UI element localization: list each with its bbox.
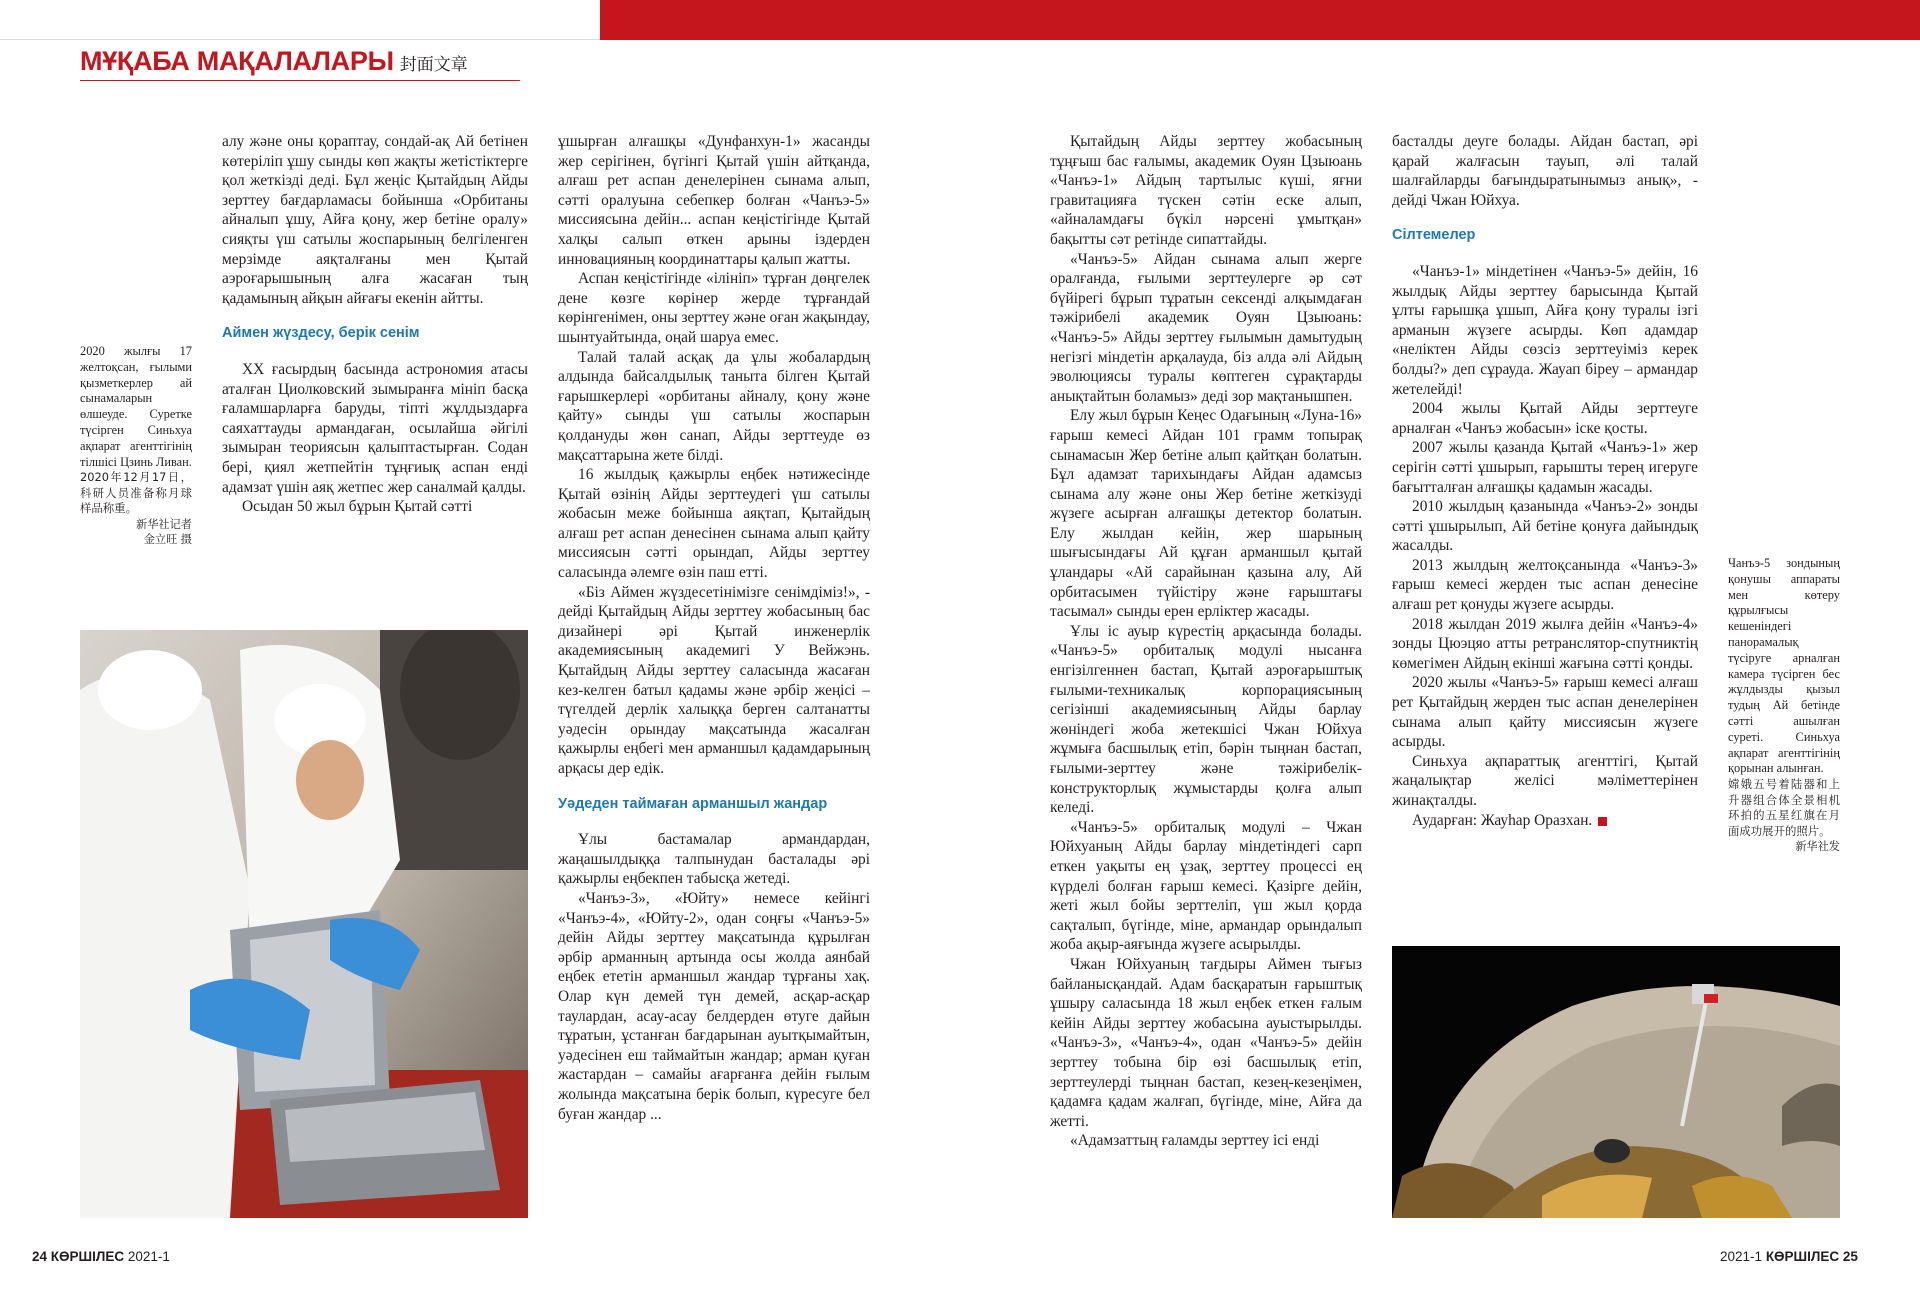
- paragraph: 2018 жылдан 2019 жылға дейін «Чанъэ-4» зонды Цюэцяо атты ретранслятор-спутниктің көмегімен Айдың екінші жағына сәтті қонды.: [1392, 615, 1698, 672]
- paragraph: 2013 жылдың желтоқсанында «Чанъэ-3» ғарыш кемесі жерден тыс аспан денесіне алғаш рет қонуды жүзеге асырды.: [1392, 556, 1698, 614]
- paragraph: Ұлы бастамалар армандардан, жаңашылдыққа талпынудан басталады әрі қажырлы еңбекпен табысқа жетеді.: [558, 831, 870, 888]
- paragraph: Синьхуа ақпараттық агенттігі, Қытай жаңалықтар желісі мәліметтерінен жинақталды.: [1392, 752, 1698, 809]
- top-bar-left: [0, 0, 600, 40]
- paragraph: «Чанъэ-3», «Юйту» немесе кейінгі «Чанъэ-4», «Юйту-2», одан соңғы «Чанъэ-5» дейін Айды зерттеу мақсатында құрылған әрбір арманның артында осы жолда аянбай еңбек ететін арманшыл жандар тұрғаны хақ. Олар күн демей түн демей, асқар-асқар таулардан, асау-асау белдерден өтуге дайын тұратын, ұстанған бағдарынан ауытқымайтын, уәдесінен еш таймайтын жандар; арман қуған жастардан – самайы ағарғанға дейін ғылым жолында мақсатына берік болып, күресуге бел буған жандар ...: [558, 889, 870, 1123]
- paragraph: Қытайдың Айды зерттеу жобасының тұңғыш бас ғалымы, академик Оуян Цзыюань «Чанъэ-1» Айдың тартылыс күші, яғни гравитацияға түскен сәтін еске алып, «айналамдағы бүкіл нәрсені ұмытқан» бақытты сәт ретінде сипаттайды.: [1050, 133, 1362, 248]
- section-title-cn: 封面文章: [399, 55, 468, 75]
- paragraph: Талай талай асқақ да ұлы жобалардың алдында байсалдылық таныта білген Қытай ғарышкерлері «орбитаны айналу, қону және қайту» сынды үш сатылы жоспарын қолдануды жөн санап, Айды зерттеуде өз мақсаттарына жете білді.: [558, 348, 870, 464]
- subhead: Уәдеден таймаған арманшыл жандар: [558, 795, 828, 812]
- column-4: [1392, 132, 1698, 830]
- paragraph: алу және оны қораптау, сондай-ақ Ай бетінен көтеріліп ұшу сынды көп жақты жетістіктерге қол жеткізді деді. Бұл жеңіс Қытайдың Айды зерттеу бағдарламасы бойынша «Орбитаны айналып ұшу, Айға қону, жер бетіне оралу» сияқты үш сатылы жоспарының белгіленген мерзімде аяқталғаны мен Қытай аэроғарышының алға жасаған тың қадамының айқын айғағы екенін айтты.: [222, 133, 528, 307]
- paragraph: «Чанъэ-1» міндетінен «Чанъэ-5» дейін, 16 жылдық Айды зерттеу барысында Қытай ұлты ғарышқа ұшып, Айға қону туралы ізгі арманын жүзеге асырды. Көп адамдар «неліктен Айды сөзсіз зерттеуіміз керек болды?» деп сұрауда. Жауап біреу – армандар жетелейді!: [1392, 262, 1698, 398]
- page-number-right: 25: [1842, 1249, 1858, 1264]
- page-number-left: 24: [32, 1249, 48, 1264]
- subhead: Сілтемелер: [1392, 227, 1476, 244]
- paragraph: 2010 жылдың қазанында «Чанъэ-2» зонды сәтті ұшырылып, Ай бетіне қонуға дайындық жасалды.: [1392, 498, 1698, 555]
- translator-line: [1392, 811, 1698, 831]
- footer-left: [32, 1249, 170, 1264]
- paragraph: Аспан кеңістігінде «ілініп» тұрған дөңгелек дене көзге көрінер жерде тұрғандай көрінгенімен, оны зерттеу және оған жақындау, шынтуайтында, оңай шаруа емес.: [558, 270, 871, 346]
- translator-credit: Аударған: Жауһар Оразхан.: [1412, 811, 1593, 829]
- paragraph: «Адамзаттың ғаламды зерттеу ісі енді: [1070, 1132, 1320, 1150]
- paragraph: 16 жылдық қажырлы еңбек нәтижесінде Қытай өзінің Айды зерттеудегі үш сатылы жобасын меже бойынша аяқтап, Қытайдың алғаш рет аспан денесінен сынама алып қайту миссиясын сәтті орындап, Айды зерттеу саласында әлемге өзін паш етті.: [558, 466, 870, 582]
- caption-text-kz: Чанъэ-5 зондының қонушы аппараты мен көтеру құрылғысы кешеніндегі панорамалық түсіруге арналған камера түсірген бес жұлдызды қызыл тудың Ай бетінде сәтті ашылған суреті. Синьхуа ақпарат агенттігінің қорынан алынған.: [1728, 556, 1840, 776]
- subhead: Аймен жүздесу, берік сенім: [222, 325, 420, 342]
- section-header: [80, 46, 468, 77]
- caption-text-cn: 2020年12月17日，科研人员准备称月球样品称重。: [80, 470, 192, 516]
- end-mark-icon: [1598, 817, 1607, 826]
- paragraph: «Чанъэ-5» Айдан сынама алып жерге оралғанда, ғылыми зерттеулерге әр сәт бүйірегі бұрып тұратын сексенді алқымдаған тәжірибелі академик Оуян Цзыюань: «Чанъэ-5» Айды зерттеу ғылымын дамытудың негізгі міндетін арқалауда, біз алда әлі Айдың эволюциясы туралы көптеген сұрақтарды анықтайтын боламыз» деді зор мақтанышпен.: [1050, 250, 1362, 405]
- paragraph: Осыдан 50 жыл бұрын Қытай сәтті: [242, 498, 473, 516]
- paragraph: XX ғасырдың басында астрономия атасы аталған Циолковский зымыранға мініп басқа ғаламшарларға баруды, тіпті жұлдыздарға саяхаттауды армандаған, осылайша әйгілі зымыран теориясын қалыптастырған. Содан бері, қиял жетпейтін тұңғиық аспан енді адамзат үшін аяқ жетпес жер саналмай қалды.: [222, 360, 528, 496]
- caption-text-cn: 嫦娥五号着陆器和上升器组合体全景相机环拍的五星红旗在月面成功展开的照片。: [1728, 777, 1840, 838]
- footer-right: [1720, 1249, 1858, 1264]
- paragraph: «Чанъэ-5» орбиталық модулі – Чжан Юйхуаның Айды барлау міндетіндегі сарп еткен уақыты ең ұзақ, зерттеу процессі ең күрделі болған ғарыш кемесі. Қазірге дейін, жеті жыл бойы зерттеліп, үш жыл қорда сақталып, бүгінде, міне, армандар орындалып жоба ақыр-аяғында жүзеге асырылды.: [1050, 818, 1362, 954]
- issue-left: 2021-1: [127, 1249, 170, 1264]
- caption-credit: 新华社记者: [136, 517, 192, 531]
- magazine-name-left: КӨРШІЛЕС: [50, 1249, 125, 1264]
- column-3: [1050, 132, 1362, 1151]
- caption-credit: 金立旺 摄: [143, 533, 192, 547]
- paragraph: «Біз Аймен жүздесетінімізге сенімдіміз!», - дейді Қытайдың Айды зерттеу жобасының бас дизайнері әрі Қытай инженерлік академиясының академигі У Вейжэнь. Қытайдың Айды зерттеу саласында жасаған кез-келген батыл қадамы және әрбір жеңісі – түгелдей дерлік халыққа берген салтанатты уәдесін орындау мақсатында жасалған қажырлы еңбегі мен арманшыл қадамдарының арқасы дер едік.: [558, 583, 870, 777]
- photo-caption-right: [1728, 556, 1840, 855]
- photo-image: [80, 630, 528, 1218]
- paragraph: басталды деуге болады. Айдан бастап, әрі қарай жалғасын тауып, әлі талай шалғайларды бағындыратынымыз анық», - дейді Чжан Юйхуа.: [1392, 133, 1698, 209]
- magazine-name-right: КӨРШІЛЕС: [1765, 1249, 1840, 1264]
- column-2: [558, 132, 870, 1124]
- paragraph: 2007 жылы қазанда Қытай «Чанъэ-1» жер серігін сәтті ұшырып, ғарышты терең игеруге бағытталған алғашқы қадамын жасады.: [1392, 439, 1698, 496]
- photo-caption-left: [80, 344, 192, 548]
- paragraph: 2020 жылы «Чанъэ-5» ғарыш кемесі алғаш рет Қытайдың жерден тыс аспан денелерінен сынама алып қайту миссиясын жүзеге асырды.: [1392, 674, 1698, 751]
- paragraph: Чжан Юйхуаның тағдыры Аймен тығыз байланысқандай. Адам басқаратын ғарыштық ұшыру саласында 18 жыл еңбек еткен ғалым кейін Айды зерттеу жобасына ауыстырылды. «Чанъэ-3», «Чанъэ-4», одан «Чанъэ-5» дейін зерттеу тобына бір өзі басшылық етіп, зерттеулерді тыңнан бастап, кезең-кезеңімен, қадамға қадам жалғап, бүгінде, міне, Айға да жетті.: [1050, 955, 1362, 1130]
- issue-right: 2021-1: [1720, 1249, 1763, 1264]
- photo-image: [1392, 946, 1840, 1218]
- photo-lunar-panorama: [1392, 946, 1840, 1218]
- caption-text-kz: 2020 жылғы 17 желтоқсан, ғылыми қызметкерлер ай сынамаларын өлшеуде. Суретке түсірген Синьхуа ақпарат агенттігінің тілшісі Цзинь Ливан.: [80, 344, 192, 469]
- top-bar-red: [600, 0, 1920, 40]
- caption-credit: 新华社发: [1795, 840, 1840, 854]
- paragraph: ұшырған алғашқы «Дунфанхун-1» жасанды жер серігінен, бүгінгі Қытай үшін айтқанда, алғаш рет аспан денелерінен сынама алып, сәтті оралуына себепкер болған «Чанъэ-5» миссиясына дейін... аспан кеңістігінде Қытай халқы салып өткен арыны іздерден инновацияның координаттары қалып жатты.: [558, 133, 870, 268]
- paragraph: Ұлы іс ауыр күрестің арқасында болады. «Чанъэ-5» орбиталық модулі нысанға енгізілгеннен бастап, Қытай аэроғарыштық ғылыми-техникалық корпорациясының сегізінші академиясының Айды барлау жөніндегі жоба жетекшісі Чжан Юйхуа жұмыға басшылық етіп, бәрін тыңнан бастап, ғылыми-зерттеу және тәжірибелік-конструкторлық жұмыстарды қолға алып келеді.: [1050, 622, 1362, 817]
- header-rule: [80, 80, 520, 81]
- paragraph: 2004 жылы Қытай Айды зерттеуге арналған «Чанъэ жобасын» іске қосты.: [1392, 400, 1698, 437]
- column-1: [222, 132, 528, 517]
- section-title-kz: МҰҚАБА МАҚАЛАЛАРЫ: [80, 46, 394, 76]
- paragraph: Елу жыл бұрын Кеңес Одағының «Луна-16» ғарыш кемесі Айдан 101 грамм топырақ сынамасын Жер бетіне алып қайтқан болатын. Бұл адамзат тарихындағы Айдан адамсыз сынама алу және оны Жер бетіне жеткізуді жүзеге асырған алғашқы детектор болатын. Елу жылдан кейін, жер шарының шығысындағы Ай құған арманшыл қытай ұландары «Ай сарайынан қазына алу, Ай орбитасымен түйістіру және ғарыштағы тасымал» сынды ерен ерліктер жасады.: [1050, 407, 1362, 621]
- photo-scientists-weighing-samples: [80, 630, 528, 1218]
